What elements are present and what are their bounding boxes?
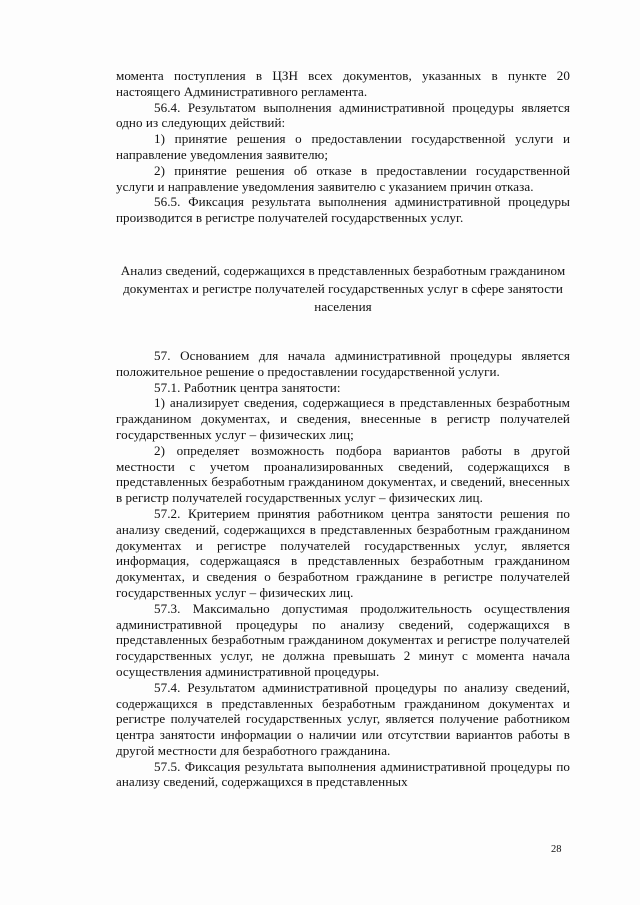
paragraph-57-2: 57.2. Критерием принятия работником центра занятости решения по анализу сведений, содержащихся в представленных безработным гражданином документах и регистре получателей государственных услуг, является информация, содержащаяся в представленных безработным гражданином документах, и сведения о безработном гражданине в регистре получателей государственных услуг – физических лиц. — [116, 505, 570, 600]
page-number: 28 — [551, 844, 562, 855]
paragraph-57: 57. Основанием для начала административной процедуры является положительное решение о предоставлении государственной услуги. — [116, 347, 570, 379]
paragraph-56-4-item-1: 1) принятие решения о предоставлении государственной услуги и направление уведомления заявителю; — [116, 131, 570, 162]
paragraph-56-5: 56.5. Фиксация результата выполнения административной процедуры производится в регистре получателей государственных услуг. — [116, 194, 570, 226]
paragraph-56-4: 56.4. Результатом выполнения административной процедуры является одно из следующих действий: — [116, 99, 570, 131]
paragraph-continuation: момента поступления в ЦЗН всех документов, указанных в пункте 20 настоящего Административного регламента. — [116, 68, 570, 99]
paragraph-57-4: 57.4. Результатом административной процедуры по анализу сведений, содержащихся в представленных безработным гражданином документах и регистре получателей государственных услуг, является получение работником центра занятости информации о наличии или отсутствии вариантов работы в другой местности для безработного гражданина. — [116, 679, 570, 758]
paragraph-57-1: 57.1. Работник центра занятости: — [154, 379, 341, 395]
section-heading: Анализ сведений, содержащихся в представленных безработным гражданином документах и регистре получателей государственных услуг в сфере занятости населения — [120, 262, 566, 314]
document-body — [116, 68, 570, 790]
paragraph-57-1-item-2: 2) определяет возможность подбора вариантов работы в другой местности с учетом проанализированных сведений, содержащихся в представленных безработным гражданином документах, и сведений, внесенных в регистр получателей государственных услуг – физических лиц. — [116, 442, 570, 506]
paragraph-57-1-item-1: 1) анализирует сведения, содержащиеся в представленных безработным гражданином документах, и сведения, внесенные в регистр получателей государственных услуг – физических лиц; — [116, 395, 570, 442]
paragraph-56-4-item-2: 2) принятие решения об отказе в предоставлении государственной услуги и направление уведомления заявителю с указанием причин отказа. — [116, 162, 570, 194]
paragraph-57-5: 57.5. Фиксация результата выполнения административной процедуры по анализу сведений, содержащихся в представленных — [116, 758, 570, 790]
paragraph-57-3: 57.3. Максимально допустимая продолжительность осуществления административной процедуры по анализу сведений, содержащихся в представленных безработным гражданином документах и регистре получателей государственных услуг, не должна превышать 2 минут с момента начала осуществления административной процедуры. — [116, 600, 570, 679]
